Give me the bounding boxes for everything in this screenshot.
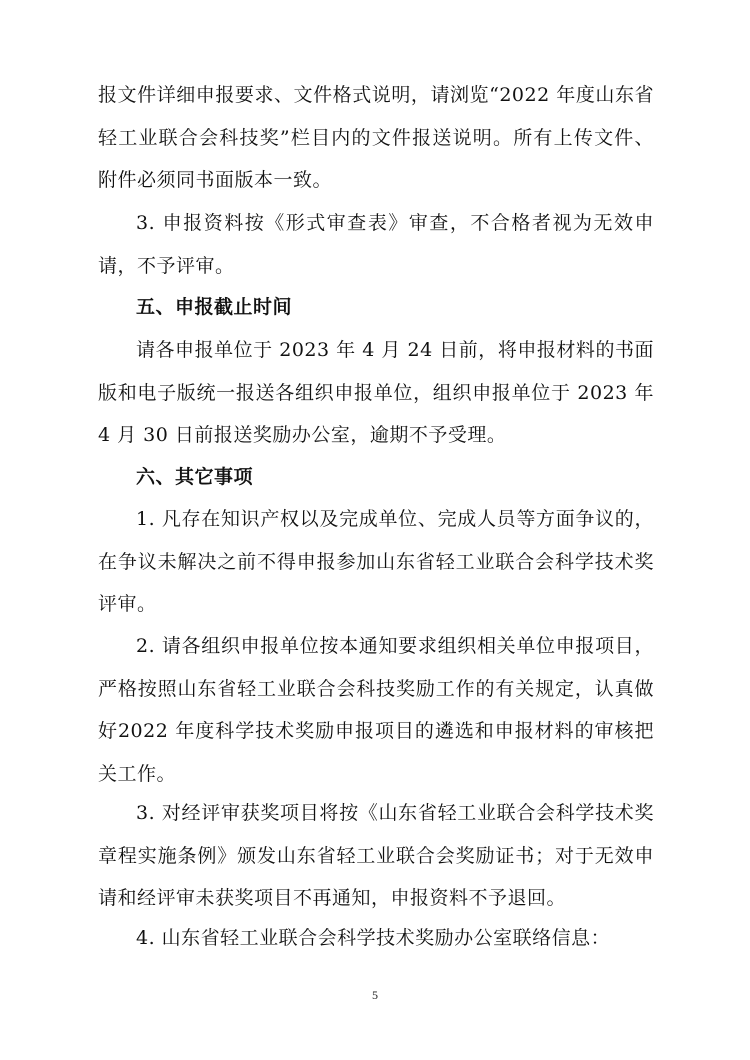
page-number: 5: [372, 988, 378, 1002]
paragraph-other-item-1: 1. 凡存在知识产权以及完成单位、完成人员等方面争议的，在争议未解决之前不得申报参加山东省轻工业联合会科学技术奖评审。: [98, 508, 654, 615]
paragraph-deadline: 请各申报单位于 2023 年 4 月 24 日前，将申报材料的书面版和电子版统一报送各组织申报单位，组织申报单位于 2023 年 4 月 30 日前报送奖励办公室，逾期不予受理。: [98, 339, 654, 446]
paragraph-upload-requirements: 报文件详细申报要求、文件格式说明，请浏览“2022 年度山东省轻工业联合会科技奖”栏目内的文件报送说明。所有上传文件、附件必须同书面版本一致。: [98, 84, 654, 191]
paragraph-item-3-review: 3. 申报资料按《形式审查表》审查，不合格者视为无效申请，不予评审。: [98, 212, 654, 277]
paragraph-other-item-4: 4. 山东省轻工业联合会科学技术奖励办公室联络信息：: [136, 927, 611, 949]
section-heading-deadline: 五、申报截止时间: [136, 296, 293, 318]
section-heading-other-matters: 六、其它事项: [136, 466, 254, 488]
paragraph-other-item-2: 2. 请各组织申报单位按本通知要求组织相关单位申报项目，严格按照山东省轻工业联合会科技奖励工作的有关规定，认真做好2022 年度科学技术奖励申报项目的遴选和申报材料的审核把关工作。: [98, 635, 654, 785]
paragraph-other-item-3: 3. 对经评审获奖项目将按《山东省轻工业联合会科学技术奖章程实施条例》颁发山东省轻工业联合会奖励证书；对于无效申请和经评审未获奖项目不再通知，申报资料不予退回。: [98, 802, 654, 909]
